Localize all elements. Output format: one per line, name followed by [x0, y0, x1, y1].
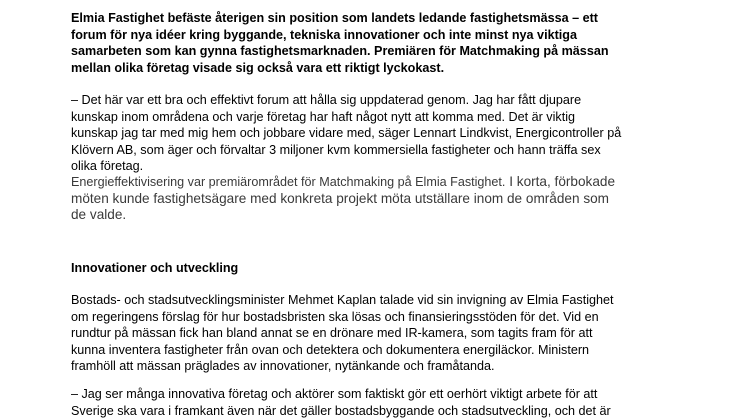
- matchmaking-line: de valde.: [71, 207, 127, 222]
- matchmaking-line: [71, 174, 615, 191]
- quote-paragraph-minister: [71, 386, 611, 419]
- minister-line: kunna inventera fastigheter från ovan och detektera och dokumentera energiläckor. Ministern: [71, 342, 590, 357]
- quote-line: – Det här var ett bra och effektivt forum att hålla sig uppdaterad genom. Jag har fått djupare: [71, 93, 582, 107]
- quote-line: – Jag ser många innovativa företag och aktörer som faktiskt gör ett oerhört viktigt arbete för att: [71, 387, 598, 401]
- minister-paragraph: [71, 292, 614, 375]
- lead-line: forum för nya idéer kring byggande, tekniska innovationer och inte minst nya viktiga: [71, 27, 577, 42]
- minister-line: Bostads- och stadsutvecklingsminister Mehmet Kaplan talade vid sin invigning av Elmia Fastighet: [71, 293, 614, 307]
- matchmaking-paragraph: [71, 174, 615, 224]
- matchmaking-sentence-2: I korta, förbokade: [505, 174, 616, 189]
- quote-line: kunskap inom områdena och varje företag har haft något nytt att komma med. Det är viktig: [71, 109, 576, 124]
- quote-line: Klövern AB, som äger och förvaltar 3 miljoner kvm kommersiella fastigheter och hann träffa sex: [71, 142, 601, 157]
- minister-line: framhöll att mässan präglades av innovationer, nytänkande och framåtanda.: [71, 359, 495, 373]
- minister-line: om regeringens förslag för hur bostadsbristen ska lösas och finansieringsstöden för det. Vid en: [71, 309, 599, 324]
- quote-paragraph-lindkvist: [71, 92, 621, 175]
- lead-line: samarbeten som kan gynna fastighetsmarknaden. Premiären för Matchmaking på mässan: [71, 44, 609, 58]
- lead-line: mellan olika företag visade sig också vara ett riktigt lyckokast.: [71, 60, 445, 75]
- minister-line: rundtur på mässan fick han bland annat se en drönare med IR-kamera, som tagits fram för att: [71, 326, 593, 340]
- quote-line: olika företag.: [71, 159, 144, 173]
- quote-line: kunskap jag tar med mig hem och jobbare vidare med, säger Lennart Lindkvist, Energicontroller på: [71, 126, 622, 140]
- quote-line: Sverige ska vara i framkant även när det gäller bostadsbyggande och stadsutveckling, och det är: [71, 403, 611, 418]
- lead-line: Elmia Fastighet befäste återigen sin position som landets ledande fastighetsmässa – ett: [71, 11, 598, 25]
- matchmaking-line: möten kunde fastighetsägare med konkreta projekt möta utställare inom de områden som: [71, 190, 609, 206]
- section-heading: Innovationer och utveckling: [71, 261, 239, 275]
- lead-paragraph: [71, 10, 609, 76]
- matchmaking-sentence-1: Energieffektivisering var premiärområdet för Matchmaking på Elmia Fastighet.: [71, 175, 506, 189]
